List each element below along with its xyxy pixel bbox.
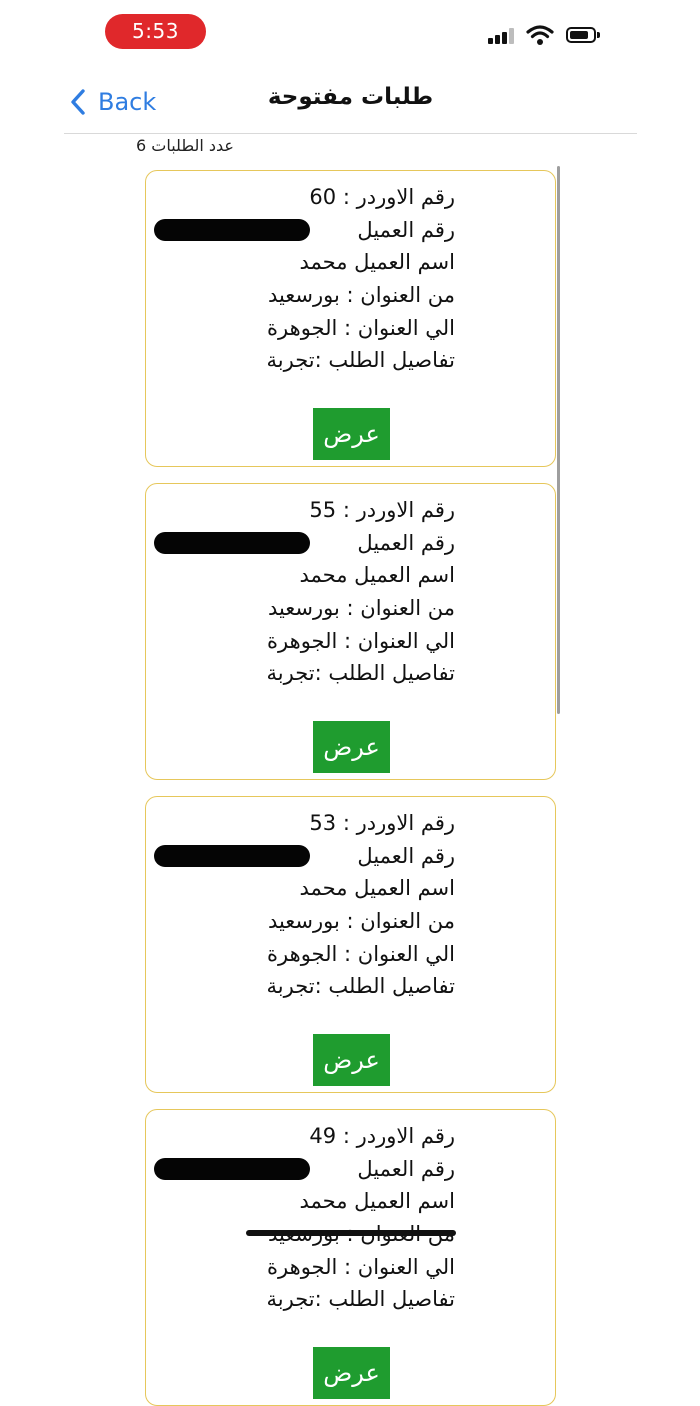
scroll-indicator[interactable]	[557, 166, 560, 714]
order-number: رقم الاوردر : 55	[309, 498, 455, 522]
customer-number: رقم العميل	[357, 217, 455, 242]
order-number: رقم الاوردر : 53	[309, 811, 455, 835]
from-address: من العنوان : بورسعيد	[267, 596, 455, 621]
battery-icon	[566, 27, 596, 43]
order-card	[145, 483, 556, 780]
customer-name: اسم العميل محمد	[299, 250, 455, 275]
order-number: رقم الاوردر : 60	[309, 185, 455, 209]
chevron-left-icon	[66, 87, 92, 117]
customer-number: رقم العميل	[357, 530, 455, 555]
page-title: طلبات مفتوحة	[267, 84, 434, 110]
view-order-button[interactable]: عرض	[313, 721, 390, 773]
view-order-button[interactable]: عرض	[313, 1347, 390, 1399]
redaction-mark	[154, 845, 310, 867]
navigation-bar	[64, 70, 637, 134]
order-details: تفاصيل الطلب :تجربة	[266, 1287, 455, 1312]
order-details: تفاصيل الطلب :تجربة	[266, 661, 455, 686]
back-label: Back	[98, 88, 157, 116]
order-card	[145, 170, 556, 467]
order-number: رقم الاوردر : 49	[309, 1124, 455, 1148]
view-order-button[interactable]: عرض	[313, 1034, 390, 1086]
customer-name: اسم العميل محمد	[299, 563, 455, 588]
status-bar	[0, 0, 700, 64]
order-details: تفاصيل الطلب :تجربة	[266, 348, 455, 373]
to-address: الي العنوان : الجوهرة	[267, 628, 455, 653]
from-address: من العنوان : بورسعيد	[267, 283, 455, 308]
to-address: الي العنوان : الجوهرة	[267, 1254, 455, 1279]
to-address: الي العنوان : الجوهرة	[267, 941, 455, 966]
home-indicator[interactable]	[246, 1230, 456, 1236]
order-details: تفاصيل الطلب :تجربة	[266, 974, 455, 999]
back-button[interactable]	[66, 84, 156, 120]
orders-list[interactable]	[130, 160, 570, 1387]
redaction-mark	[154, 532, 310, 554]
order-card	[145, 796, 556, 1093]
customer-number: رقم العميل	[357, 1156, 455, 1181]
redaction-mark	[154, 1158, 310, 1180]
customer-number: رقم العميل	[357, 843, 455, 868]
customer-name: اسم العميل محمد	[299, 876, 455, 901]
orders-count-label: عدد الطلبات 6	[136, 136, 234, 155]
customer-name: اسم العميل محمد	[299, 1189, 455, 1214]
view-order-button[interactable]: عرض	[313, 408, 390, 460]
redaction-mark	[154, 219, 310, 241]
wifi-icon	[526, 24, 554, 46]
from-address: من العنوان : بورسعيد	[267, 909, 455, 934]
to-address: الي العنوان : الجوهرة	[267, 315, 455, 340]
order-card	[145, 1109, 556, 1406]
status-time: 5:53	[105, 14, 206, 49]
cellular-signal-icon	[488, 28, 518, 44]
